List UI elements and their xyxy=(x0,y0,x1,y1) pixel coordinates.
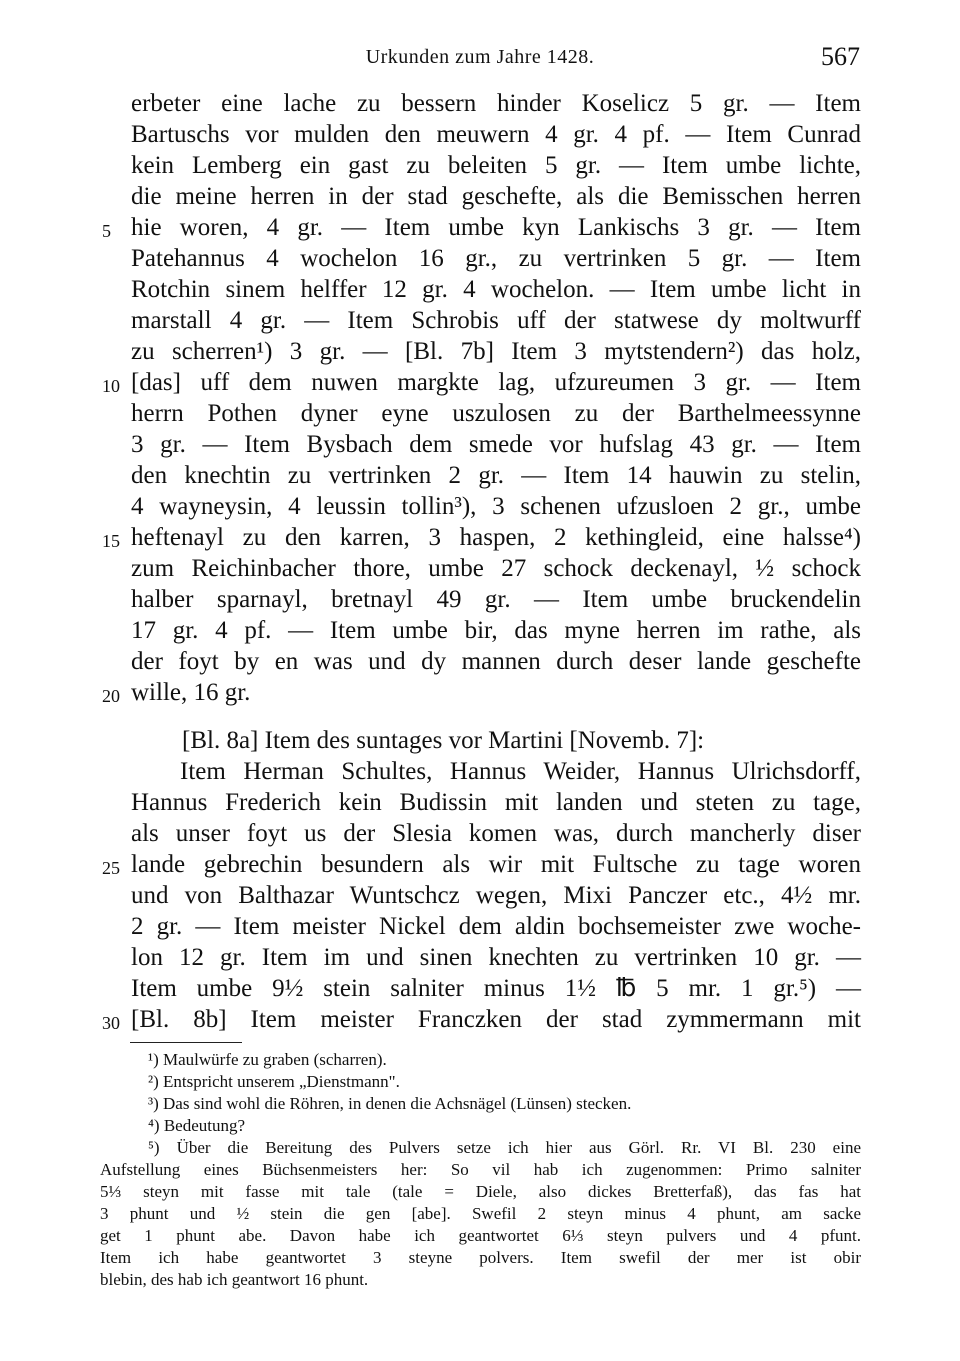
footnote-text: ⁴) Bedeutung? xyxy=(148,1116,246,1135)
text-line xyxy=(0,460,960,491)
running-title: Urkunden zum Jahre 1428. xyxy=(365,46,595,68)
text-line xyxy=(0,88,960,119)
page-number: 567 xyxy=(821,42,860,71)
line-text: Hannus Frederich kein Budissin mit landen und steten zu tage, xyxy=(131,789,861,816)
footnote-text: get 1 phunt abe. Davon habe ich geantwortet 6⅓ steyn pulvers und 4 pfunt. xyxy=(100,1226,861,1245)
footnote xyxy=(0,1071,960,1093)
footnote-text: Item ich habe geantwortet 3 steyne polvers. Item swefil der mer ist obir xyxy=(100,1248,861,1267)
line-number: 30 xyxy=(102,1013,120,1033)
text-line xyxy=(0,615,960,646)
text-line xyxy=(0,274,960,305)
line-text: wille, 16 gr. xyxy=(131,679,251,706)
text-line xyxy=(0,756,960,787)
line-text: Item Herman Schultes, Hannus Weider, Hannus Ulrichsdorff, xyxy=(180,758,861,785)
text-line xyxy=(0,818,960,849)
line-text: die meine herren in der stad geschefte, als die Bemisschen herren xyxy=(131,183,861,210)
line-text: [Bl. 8b] Item meister Franczken der stad zymmermann mit xyxy=(131,1006,861,1033)
text-line xyxy=(0,584,960,615)
text-line xyxy=(0,119,960,150)
line-text: lon 12 gr. Item im und sinen knechten zu vertrinken 10 gr. — xyxy=(131,944,861,971)
footnote-text: 3 phunt und ½ stein die gen [abe]. Swefil 2 steyn minus 4 phunt, am sacke xyxy=(100,1204,861,1223)
text-line xyxy=(0,911,960,942)
footnotes xyxy=(0,1049,960,1291)
footnote-continuation xyxy=(0,1181,960,1203)
footnote xyxy=(0,1115,960,1137)
footnote-text: Aufstellung eines Büchsenmeisters her: So vil hab ich zugenommen: Primo salniter xyxy=(100,1160,861,1179)
line-number: 5 xyxy=(102,221,111,241)
running-header xyxy=(0,38,960,78)
text-line xyxy=(0,150,960,181)
heading-text: [Bl. 8a] Item des suntages vor Martini [Novemb. 7]: xyxy=(182,727,705,754)
line-text: 17 gr. 4 pf. — Item umbe bir, das myne herren im rathe, als xyxy=(131,617,861,644)
footnote-continuation xyxy=(0,1269,960,1291)
text-line xyxy=(0,243,960,274)
line-text: lande gebrechin besundern als wir mit Fultsche zu tage woren xyxy=(131,851,861,878)
footnote xyxy=(0,1093,960,1115)
text-line xyxy=(0,522,960,553)
text-line xyxy=(0,553,960,584)
text-line xyxy=(0,429,960,460)
footnote-text: ⁵) Über die Bereitung des Pulvers setze ich hier aus Görl. Rr. VI Bl. 230 eine xyxy=(148,1138,861,1157)
text-line xyxy=(0,646,960,677)
text-line xyxy=(0,787,960,818)
line-text: halber sparnayl, bretnayl 49 gr. — Item umbe bruckendelin xyxy=(131,586,861,613)
line-text: hie woren, 4 gr. — Item umbe kyn Lankischs 3 gr. — Item xyxy=(131,214,861,241)
line-text: heftenayl zu den karren, 3 haspen, 2 kethingleid, eine halsse⁴) xyxy=(131,524,861,551)
text-line xyxy=(0,973,960,1004)
line-text: als unser foyt us der Slesia komen was, durch mancherly diser xyxy=(131,820,861,847)
text-line xyxy=(0,677,960,708)
line-number: 10 xyxy=(102,376,120,396)
text-line xyxy=(0,398,960,429)
text-line xyxy=(0,880,960,911)
text-line xyxy=(0,336,960,367)
footnote-text: blebin, des hab ich geantwort 16 phunt. xyxy=(100,1270,369,1289)
main-text xyxy=(0,88,960,1035)
text-line xyxy=(0,367,960,398)
footnote-text: ¹) Maulwürfe zu graben (scharren). xyxy=(148,1050,387,1069)
line-text: marstall 4 gr. — Item Schrobis uff der statwese dy moltwurff xyxy=(131,307,861,334)
footnote-divider xyxy=(130,1042,242,1043)
line-text: 2 gr. — Item meister Nickel dem aldin bochsemeister zwe woche- xyxy=(131,913,861,940)
footnote-continuation xyxy=(0,1159,960,1181)
line-text: Bartuschs vor mulden den meuwern 4 gr. 4 pf. — Item Cunrad xyxy=(131,121,861,148)
text-line xyxy=(0,212,960,243)
line-number: 15 xyxy=(102,531,120,551)
line-text: zu scherren¹) 3 gr. — [Bl. 7b] Item 3 mytstendern²) das holz, xyxy=(131,338,861,365)
footnote xyxy=(0,1049,960,1071)
footnote-text: ³) Das sind wohl die Röhren, in denen die Achsnägel (Lünsen) stecken. xyxy=(148,1094,632,1113)
line-text: zum Reichinbacher thore, umbe 27 schock deckenayl, ½ schock xyxy=(131,555,861,582)
line-text: 3 gr. — Item Bysbach dem smede vor hufslag 43 gr. — Item xyxy=(131,431,861,458)
footnote-continuation xyxy=(0,1247,960,1269)
text-line xyxy=(0,849,960,880)
line-text: den knechtin zu vertrinken 2 gr. — Item 14 hauwin zu stelin, xyxy=(131,462,861,489)
line-number: 25 xyxy=(102,858,120,878)
text-line xyxy=(0,491,960,522)
line-text: und von Balthazar Wuntschcz wegen, Mixi Panczer etc., 4½ mr. xyxy=(131,882,861,909)
line-text: Patehannus 4 wochelon 16 gr., zu vertrinken 5 gr. — Item xyxy=(131,245,861,272)
line-text: Item umbe 9½ stein salniter minus 1½ ℔ 5 mr. 1 gr.⁵) — xyxy=(131,975,861,1002)
text-line xyxy=(0,181,960,212)
footnote-continuation xyxy=(0,1225,960,1247)
line-text: erbeter eine lache zu bessern hinder Koselicz 5 gr. — Item xyxy=(131,90,861,117)
line-text: kein Lemberg ein gast zu beleiten 5 gr. — Item umbe lichte, xyxy=(131,152,861,179)
line-number: 20 xyxy=(102,686,120,706)
section-heading xyxy=(0,725,960,756)
line-text: [das] uff dem nuwen margkte lag, ufzureumen 3 gr. — Item xyxy=(131,369,861,396)
footnote-text: 5⅓ steyn mit fasse mit tale (tale = Diele, also dickes Bretterfaß), das fas hat xyxy=(100,1182,861,1201)
text-line xyxy=(0,942,960,973)
line-text: Rotchin sinem helffer 12 gr. 4 wochelon. — Item umbe licht in xyxy=(131,276,861,303)
text-line xyxy=(0,305,960,336)
section-gap xyxy=(0,708,960,725)
footnote xyxy=(0,1137,960,1159)
footnote-text: ²) Entspricht unserem „Dienstmann". xyxy=(148,1072,400,1091)
line-text: herrn Pothen dyner eyne uszulosen zu der Barthelmeessynne xyxy=(131,400,861,427)
footnote-continuation xyxy=(0,1203,960,1225)
line-text: der foyt by en was und dy mannen durch deser lande geschefte xyxy=(131,648,861,675)
line-text: 4 wayneysin, 4 leussin tollin³), 3 schenen ufzusloen 2 gr., umbe xyxy=(131,493,861,520)
text-line xyxy=(0,1004,960,1035)
